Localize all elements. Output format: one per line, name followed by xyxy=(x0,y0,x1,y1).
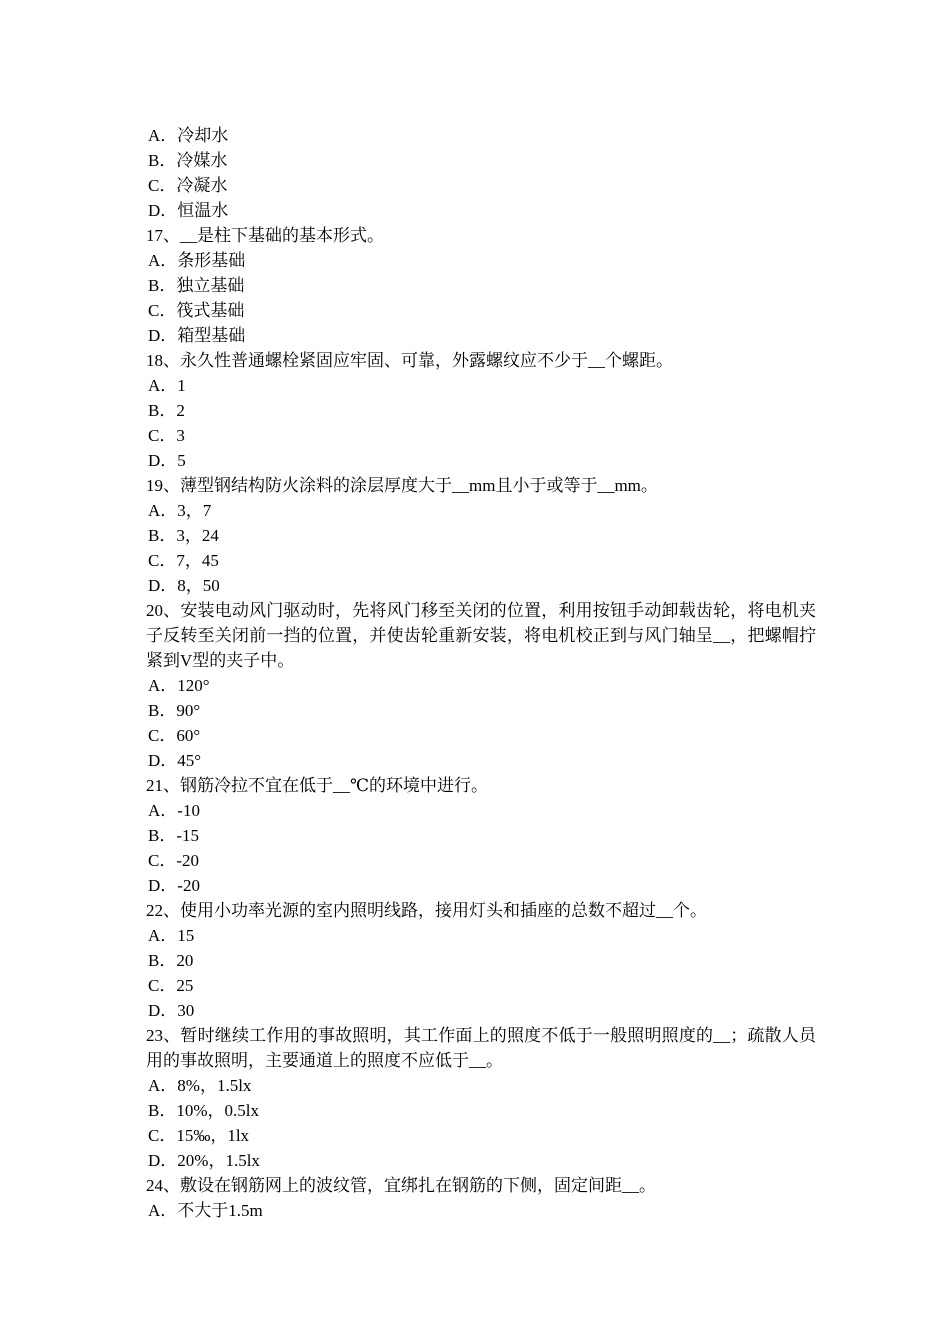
answer-option: B．3，24 xyxy=(148,526,219,545)
answer-option: A．3，7 xyxy=(148,501,212,520)
answer-option: C．3 xyxy=(148,426,185,445)
question-text: 18、永久性普通螺栓紧固应牢固、可靠，外露螺纹应不少于__个螺距。 xyxy=(146,351,673,370)
answer-option: A．-10 xyxy=(148,801,200,820)
answer-option: D．-20 xyxy=(148,876,200,895)
question-text: 20、安装电动风门驱动时，先将风门移至关闭的位置，利用按钮手动卸载齿轮，将电机夹子反转至关闭前一挡的位置，并使齿轮重新安装，将电机校正到与风门轴呈__，把螺帽拧紧到V型的夹子中。 xyxy=(146,601,816,670)
question-text: 24、敷设在钢筋网上的波纹管，宜绑扎在钢筋的下侧，固定间距__。 xyxy=(146,1176,656,1195)
answer-option: B．10%，0.5lx xyxy=(148,1101,259,1120)
answer-option: A．条形基础 xyxy=(148,251,246,270)
answer-option: D．30 xyxy=(148,1001,195,1020)
answer-option: D．恒温水 xyxy=(148,201,229,220)
answer-option: D．45° xyxy=(148,751,202,770)
question-text: 21、钢筋冷拉不宜在低于__℃的环境中进行。 xyxy=(146,776,489,795)
question-text: 17、__是柱下基础的基本形式。 xyxy=(146,226,384,245)
question-text: 19、薄型钢结构防火涂料的涂层厚度大于__mm且小于或等于__mm。 xyxy=(146,476,658,495)
answer-option: C．-20 xyxy=(148,851,199,870)
answer-option: B．独立基础 xyxy=(148,276,245,295)
answer-option: A．15 xyxy=(148,926,195,945)
question-text: 23、暂时继续工作用的事故照明，其工作面上的照度不低于一般照明照度的__；疏散人员用的事故照明，主要通道上的照度不应低于__。 xyxy=(146,1026,816,1070)
answer-option: D．5 xyxy=(148,451,186,470)
answer-option: C．冷凝水 xyxy=(148,176,228,195)
answer-option: C．25 xyxy=(148,976,194,995)
answer-option: B．20 xyxy=(148,951,194,970)
answer-option: A．120° xyxy=(148,676,210,695)
question-list xyxy=(146,123,816,1223)
answer-option: A．1 xyxy=(148,376,186,395)
answer-option: B．90° xyxy=(148,701,201,720)
answer-option: C．筏式基础 xyxy=(148,301,245,320)
answer-option: B．-15 xyxy=(148,826,199,845)
answer-option: C．60° xyxy=(148,726,201,745)
answer-option: A．不大于1.5m xyxy=(148,1201,263,1220)
answer-option: B．2 xyxy=(148,401,185,420)
answer-option: A．8%，1.5lx xyxy=(148,1076,252,1095)
answer-option: C．7，45 xyxy=(148,551,219,570)
answer-option: C．15‰，1lx xyxy=(148,1126,250,1145)
question-text: 22、使用小功率光源的室内照明线路，接用灯头和插座的总数不超过__个。 xyxy=(146,901,707,920)
answer-option: D．8，50 xyxy=(148,576,220,595)
answer-option: A．冷却水 xyxy=(148,126,229,145)
answer-option: D．20%，1.5lx xyxy=(148,1151,260,1170)
answer-option: B．冷媒水 xyxy=(148,151,228,170)
answer-option: D．箱型基础 xyxy=(148,326,246,345)
